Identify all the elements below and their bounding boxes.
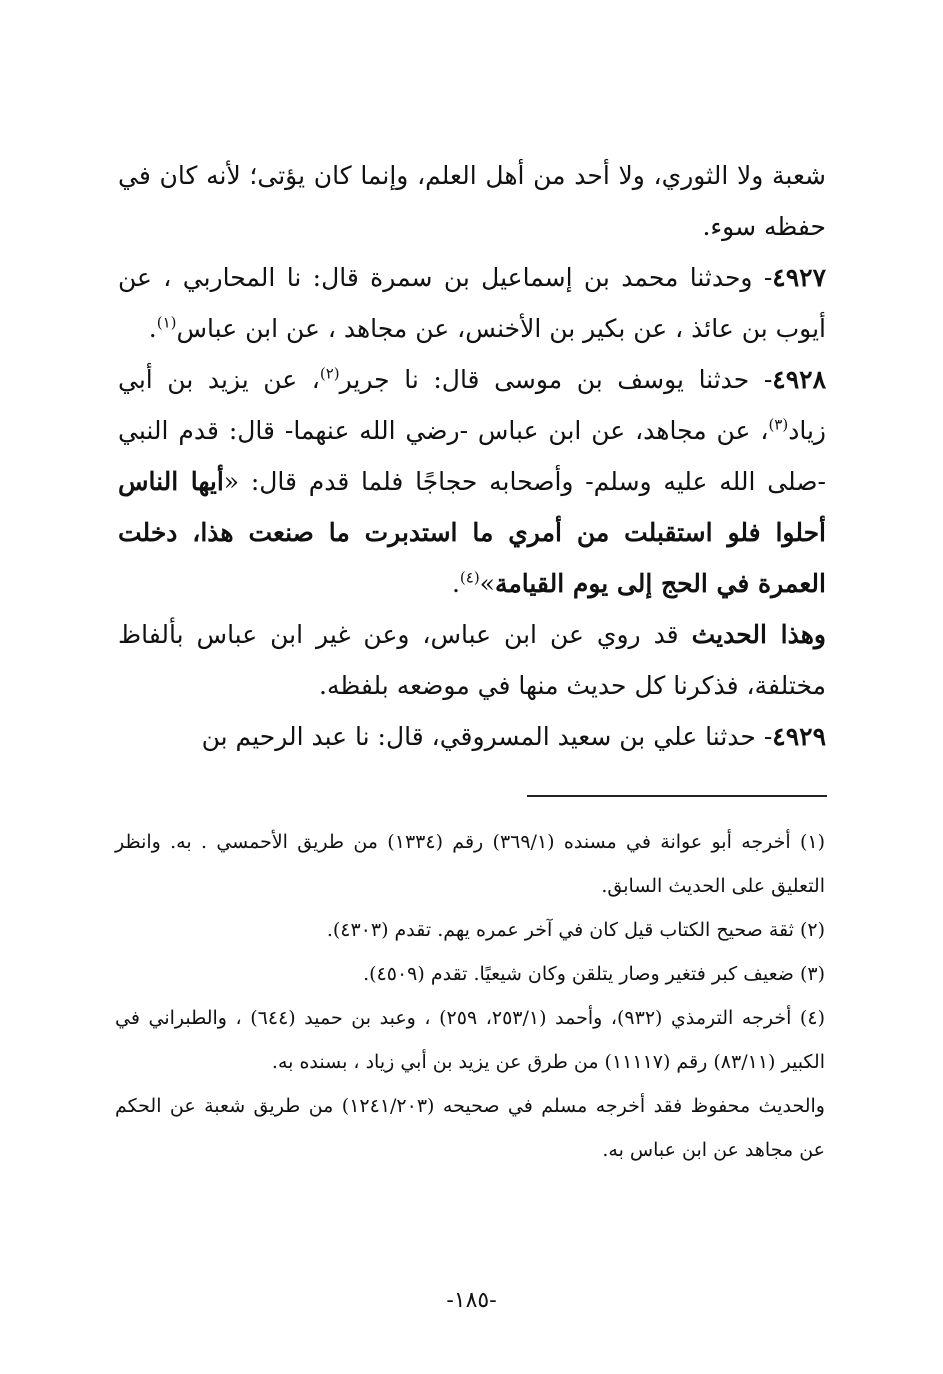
hadith-4928	[118, 354, 826, 609]
footnote-ref-4: (٤)	[459, 568, 480, 587]
commentary-paragraph	[118, 609, 826, 711]
footnote-ref-2: (٢)	[319, 364, 340, 383]
hadith-number: ٤٩٢٨	[772, 365, 826, 394]
hadith-number: ٤٩٢٩	[772, 722, 826, 751]
hadith-text: - حدثنا علي بن سعيد المسروقي، قال: نا عبد الرحيم بن	[201, 722, 773, 751]
commentary-lead: وهذا الحديث	[691, 620, 827, 649]
footnote-ref-3: (٣)	[768, 415, 789, 434]
hadith-end: .	[451, 569, 460, 598]
footnote-4-continuation: والحديث محفوظ فقد أخرجه مسلم في صحيحه (١٢٤١/٢٠٣) من طريق شعبة عن الحكم عن مجاهد عن ابن عباس به.	[115, 1095, 825, 1161]
hadith-end: .	[148, 314, 157, 343]
hadith-4929	[118, 711, 826, 762]
hadith-4927	[118, 252, 826, 354]
hadith-quote: أيها الناس أحلوا فلو استقبلت من أمري ما استدبرت ما صنعت هذا، دخلت العمرة في الحج إلى يوم القيامة	[118, 467, 826, 598]
footnote-2: (٢) ثقة صحيح الكتاب قيل كان في آخر عمره يهم. تقدم (٤٣٠٣).	[326, 919, 825, 941]
footnote-4: (٤) أخرجه الترمذي (٩٣٢)، وأحمد (٢٥٣/١، ٢٥٩) ، وعبد بن حميد (٦٤٤) ، والطبراني في الكبير (٨٣/١١) رقم (١١١١٧) من طرق عن يزيد بن أبي زياد ، بسنده به.	[115, 1007, 825, 1073]
hadith-text: - وحدثنا محمد بن إسماعيل بن سمرة قال: نا المحاربي ، عن أيوب بن عائذ ، عن بكير بن الأخنس، عن مجاهد ، عن ابن عباس	[118, 263, 826, 343]
commentary-text: قد روي عن ابن عباس، وعن غير ابن عباس بألفاظ مختلفة، فذكرنا كل حديث منها في موضعه بلفظه.	[118, 620, 826, 700]
quote-close: »	[479, 569, 495, 598]
hadith-number: ٤٩٢٧	[772, 263, 826, 292]
footnote-ref-1: (١)	[156, 313, 177, 332]
footnote-divider	[527, 795, 827, 797]
paragraph-continuation: شعبة ولا الثوري، ولا أحد من أهل العلم، وإنما كان يؤتى؛ لأنه كان في حفظه سوء.	[118, 161, 826, 241]
hadith-text: ، عن مجاهد، عن ابن عباس -رضي الله عنهما- قال: قدم النبي -صلى الله عليه وسلم- وأصحابه حجاجًا فلما قدم قال: «	[118, 416, 826, 496]
footnote-3: (٣) ضعيف كبر فتغير وصار يتلقن وكان شيعيًا. تقدم (٤٥٠٩).	[363, 963, 825, 985]
main-text-block	[118, 150, 826, 762]
footnote-1: (١) أخرجه أبو عوانة في مسنده (٣٦٩/١) رقم (١٣٣٤) من طريق الأحمسي . به. وانظر التعليق على الحديث السابق.	[115, 831, 826, 897]
hadith-text: - حدثنا يوسف بن موسى قال: نا جرير	[339, 365, 773, 394]
hadith-text: ، عن يزيد بن أبي زياد	[118, 365, 826, 445]
footnotes-block	[115, 820, 825, 1172]
main-text	[118, 150, 826, 762]
page-number: -١٨٥-	[446, 1288, 497, 1313]
